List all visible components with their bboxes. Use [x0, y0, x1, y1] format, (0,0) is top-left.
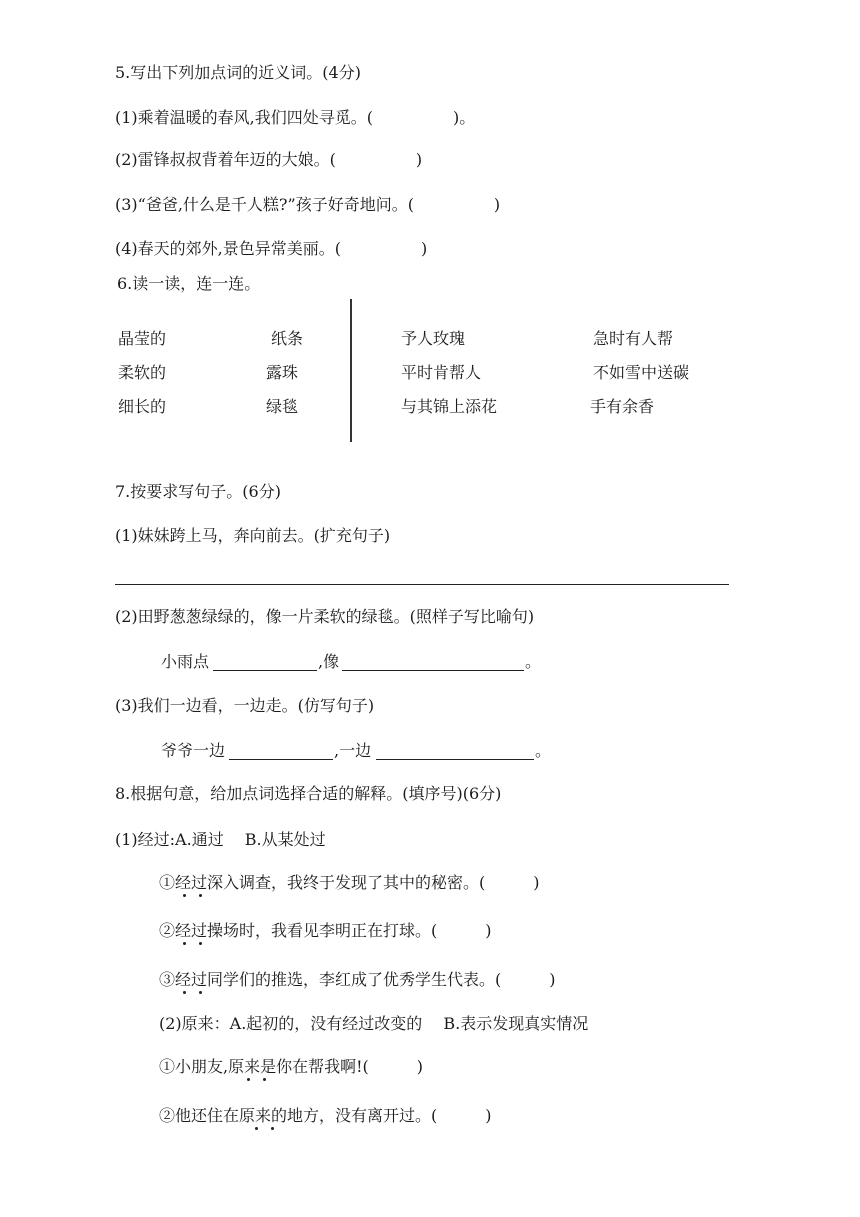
q6-title: 6.读一读，连一连。: [117, 274, 261, 293]
fill-blank: [342, 670, 524, 671]
emphasis-dot: [271, 1127, 274, 1130]
q7-item-3-end: 。: [535, 741, 552, 760]
q7-item-2-mid: ,像: [318, 652, 340, 671]
q5-item-1: (1)乘着温暖的春风,我们四处寻觅。( )。: [115, 108, 476, 127]
q6-phrase: 予人玫瑰: [401, 329, 466, 348]
q8-item: ③经过同学们的推选，李红成了优秀学生代表。( ): [159, 970, 556, 989]
q6-word: 柔软的: [118, 363, 167, 382]
q6-word: 绿毯: [266, 397, 299, 416]
emphasis-dot: [255, 1127, 258, 1130]
q8-title: 8.根据句意，给加点词选择合适的解释。(填序号)(6分): [115, 784, 502, 803]
q7-item-2-end: 。: [525, 652, 542, 671]
emphasis-dot: [183, 991, 186, 994]
q5-item-3: (3)“爸爸,什么是千人糕?”孩子好奇地问。( ): [115, 195, 501, 214]
q5-title: 5.写出下列加点词的近义词。(4分): [115, 63, 361, 82]
q6-word: 晶莹的: [118, 329, 167, 348]
q7-item-3: (3)我们一边看，一边走。(仿写句子): [115, 696, 375, 715]
q7-item-1: (1)妹妹跨上马，奔向前去。(扩充句子): [115, 526, 391, 545]
q7-item-3-mid: ,一边: [334, 741, 372, 760]
emphasis-dot: [199, 894, 202, 897]
q6-word: 露珠: [266, 363, 299, 382]
emphasis-dot: [183, 894, 186, 897]
q8-group-1-head: (1)经过:A.通过 B.从某处过: [115, 830, 326, 849]
q6-phrase: 不如雪中送碳: [593, 363, 690, 382]
q5-item-4: (4)春天的郊外,景色异常美丽。( ): [115, 239, 428, 258]
q6-phrase: 与其锦上添花: [401, 397, 498, 416]
q8-item: ②经过操场时，我看见李明正在打球。( ): [159, 921, 492, 940]
q7-item-2-prefix: 小雨点: [161, 652, 210, 671]
q7-title: 7.按要求写句子。(6分): [115, 482, 281, 501]
q8-group-2-head: (2)原来：A.起初的，没有经过改变的 B.表示发现真实情况: [159, 1014, 589, 1033]
q6-phrase: 急时有人帮: [593, 329, 674, 348]
emphasis-dot: [263, 1078, 266, 1081]
answer-line: [115, 584, 729, 585]
q6-phrase: 手有余香: [590, 397, 655, 416]
emphasis-dot: [247, 1078, 250, 1081]
q6-word: 细长的: [118, 397, 167, 416]
q6-divider: [350, 299, 352, 442]
emphasis-dot: [199, 991, 202, 994]
q6-word: 纸条: [271, 329, 304, 348]
fill-blank: [376, 759, 534, 760]
q8-item: ②他还住在原来的地方，没有离开过。( ): [159, 1106, 492, 1125]
emphasis-dot: [199, 942, 202, 945]
fill-blank: [213, 670, 317, 671]
q7-item-3-prefix: 爷爷一边: [161, 741, 226, 760]
fill-blank: [229, 759, 333, 760]
q6-phrase: 平时肯帮人: [401, 363, 482, 382]
emphasis-dot: [183, 942, 186, 945]
q5-item-2: (2)雷锋叔叔背着年迈的大娘。( ): [115, 150, 423, 169]
q8-item: ①小朋友,原来是你在帮我啊!( ): [159, 1057, 424, 1076]
q8-item: ①经过深入调查，我终于发现了其中的秘密。( ): [159, 873, 540, 892]
q7-item-2: (2)田野葱葱绿绿的，像一片柔软的绿毯。(照样子写比喻句): [115, 607, 535, 626]
